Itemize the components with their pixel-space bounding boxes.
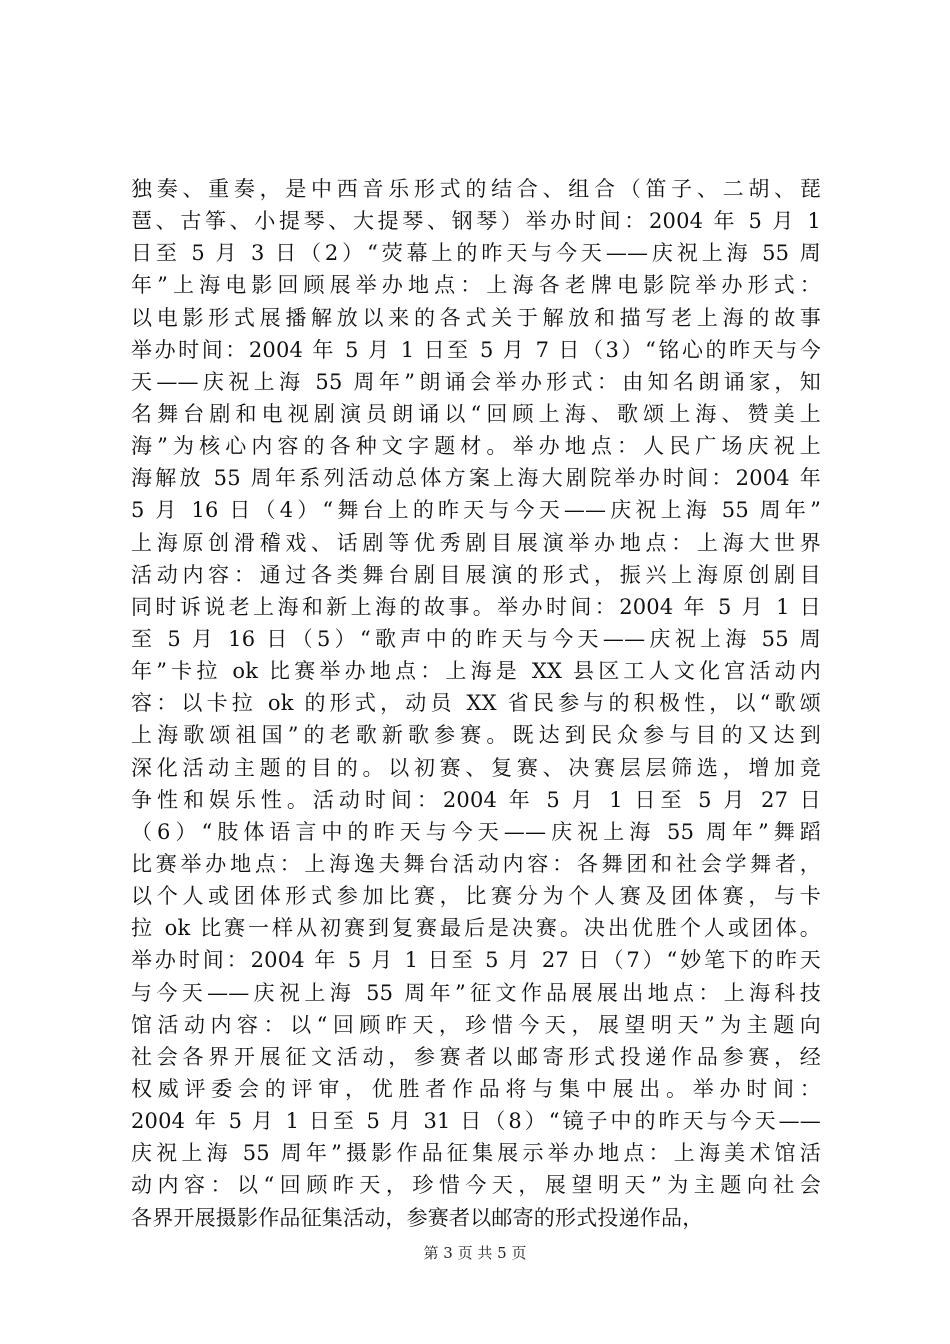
text-line: 各界开展摄影作品征集活动，参赛者以邮寄的形式投递作品，	[131, 1205, 704, 1230]
text-line: 海解放 55 周年系列活动总体方案上海大剧院举办时间：2004 年	[131, 466, 821, 491]
text-line: 动内容：以“回顾昨天，珍惜今天，展望明天”为主题向社会	[131, 1173, 821, 1198]
text-line: 以个人或团体形式参加比赛，比赛分为个人赛及团体赛，与卡	[131, 884, 821, 909]
text-line: 上海原创滑稽戏、话剧等优秀剧目展演举办地点：上海大世界	[131, 530, 821, 555]
text-line: 年”卡拉 ok 比赛举办地点：上海是 XX 县区工人文化宫活动内	[131, 659, 821, 684]
text-line: 争性和娱乐性。活动时间：2004 年 5 月 1 日至 5 月 27 日	[131, 787, 821, 812]
text-line: 日至 5 月 3 日（2）“荧幕上的昨天与今天——庆祝上海 55 周	[131, 241, 821, 266]
text-line: 馆活动内容：以“回顾昨天，珍惜今天，展望明天”为主题向	[131, 1012, 821, 1037]
text-line: 同时诉说老上海和新上海的故事。举办时间：2004 年 5 月 1 日	[131, 594, 821, 619]
text-line: 海”为核心内容的各种文字题材。举办地点：人民广场庆祝上	[131, 434, 821, 459]
text-line: 比赛举办地点：上海逸夫舞台活动内容：各舞团和社会学舞者，	[131, 851, 821, 876]
text-line: 以电影形式展播解放以来的各式关于解放和描写老上海的故事	[131, 305, 821, 330]
text-line: 庆祝上海 55 周年”摄影作品征集展示举办地点：上海美术馆活	[131, 1141, 821, 1166]
page-footer: 第 3 页 共 5 页	[423, 1244, 527, 1262]
text-line: 至 5 月 16 日（5）“歌声中的昨天与今天——庆祝上海 55 周	[131, 626, 821, 651]
text-line: 2004 年 5 月 1 日至 5 月 31 日（8）“镜子中的昨天与今天——	[131, 1109, 821, 1134]
text-line: 5 月 16 日（4）“舞台上的昨天与今天——庆祝上海 55 周年”	[131, 498, 821, 523]
text-line: 年”上海电影回顾展举办地点：上海各老牌电影院举办形式：	[131, 273, 821, 298]
text-line: 独奏、重奏，是中西音乐形式的结合、组合（笛子、二胡、琵	[131, 177, 821, 201]
text-line: 举办时间：2004 年 5 月 1 日至 5 月 27 日（7）“妙笔下的昨天	[131, 948, 821, 973]
text-line: 深化活动主题的目的。以初赛、复赛、决赛层层筛选，增加竞	[131, 755, 821, 780]
text-line: 琶、古筝、小提琴、大提琴、钢琴）举办时间：2004 年 5 月 1	[131, 209, 821, 234]
text-line: 与今天——庆祝上海 55 周年”征文作品展展出地点：上海科技	[131, 980, 821, 1005]
text-line: 名舞台剧和电视剧演员朗诵以“回顾上海、歌颂上海、赞美上	[131, 401, 821, 426]
text-line: 容：以卡拉 ok 的形式，动员 XX 省民参与的积极性，以“歌颂	[131, 691, 821, 716]
text-line: 上海歌颂祖国”的老歌新歌参赛。既达到民众参与目的又达到	[131, 723, 821, 748]
text-line: 社会各界开展征文活动，参赛者以邮寄形式投递作品参赛，经	[131, 1044, 821, 1069]
body-text	[131, 173, 821, 1234]
text-line: 拉 ok 比赛一样从初赛到复赛最后是决赛。决出优胜个人或团体。	[131, 916, 821, 941]
text-line: 权威评委会的评审，优胜者作品将与集中展出。举办时间：	[131, 1076, 821, 1101]
text-line: 天——庆祝上海 55 周年”朗诵会举办形式：由知名朗诵家，知	[131, 369, 821, 394]
text-line: 举办时间：2004 年 5 月 1 日至 5 月 7 日（3）“铭心的昨天与今	[131, 337, 821, 362]
text-line: （6）“肢体语言中的昨天与今天——庆祝上海 55 周年”舞蹈	[131, 819, 821, 844]
text-line: 活动内容：通过各类舞台剧目展演的形式，振兴上海原创剧目	[131, 562, 821, 587]
